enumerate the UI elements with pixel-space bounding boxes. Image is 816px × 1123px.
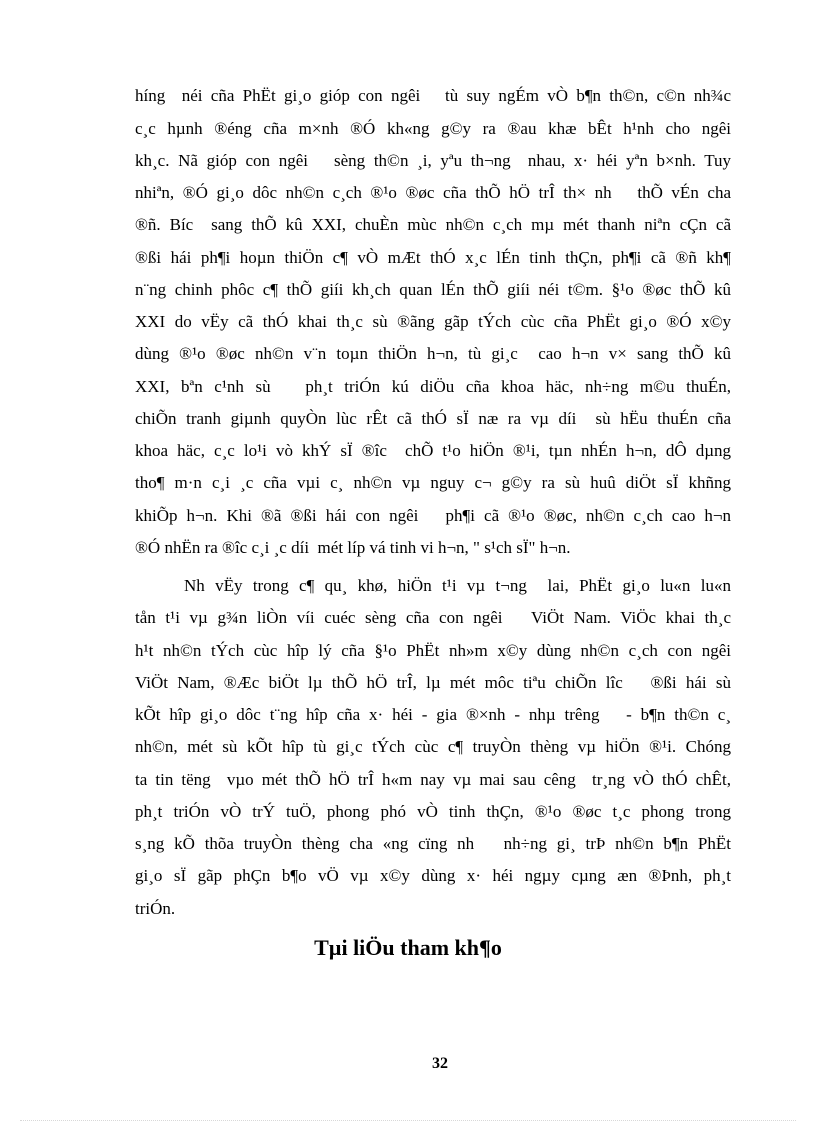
text-line: c¸c hµnh ®éng cña m×nh ®Ó kh«ng g©y ra ®au khæ bÊt h¹nh cho ngêi xyxy=(135,119,731,138)
text-line: ®ßi hái ph¶i hoµn thiÖn c¶ vÒ mÆt thÓ x¸c lÉn tinh thÇn, ph¶i cã ®ñ kh¶ xyxy=(135,248,731,267)
page-bottom-divider xyxy=(20,1120,796,1121)
page-number: 32 xyxy=(432,1055,448,1072)
text-line: nh©n, mét sù kÕt hîp tù gi¸c tÝch cùc c¶ truyÒn thèng vµ hiÖn ®¹i. Chóng xyxy=(135,737,731,756)
text-line: kÕt hîp gi¸o dôc t¨ng hîp cña x· héi - gia ®×nh - nhµ trêng - b¶n th©n c¸ xyxy=(135,705,731,724)
text-line: gi¸o sÏ gãp phÇn b¶o vÖ vµ x©y dùng x· héi ngµy cµng æn ®Þnh, ph¸t xyxy=(135,866,731,885)
text-line: chiÕn tranh giµnh quyÒn lùc rÊt cã thÓ sÏ næ ra vµ díi sù hËu thuÉn cña xyxy=(135,409,731,428)
text-line: h¹t nh©n tÝch cùc hîp lý cña §¹o PhËt nh»m x©y dùng nh©n c¸ch con ngêi xyxy=(135,641,731,660)
text-line: ph¸t triÓn vÒ trÝ tuÖ, phong phó vÒ tinh thÇn, ®¹o ®øc t¸c phong trong xyxy=(135,802,731,821)
text-line: Nh vËy trong c¶ qu¸ khø, hiÖn t¹i vµ t¬ng lai, PhËt gi¸o lu«n lu«n xyxy=(184,576,731,595)
text-line: ta tin tëng vµo mét thÕ hÖ trÎ h«m nay vµ mai sau cêng tr¸ng vÒ thÓ chÊt, xyxy=(135,770,731,789)
text-line: nhiªn, ®Ó gi¸o dôc nh©n c¸ch ®¹o ®øc cña thÕ hÖ trÎ th× nh thÕ vÉn cha xyxy=(135,183,731,202)
text-line: n¨ng chinh phôc c¶ thÕ giíi kh¸ch quan lÉn thÕ giíi néi t©m. §¹o ®øc thÕ kû xyxy=(135,280,731,299)
text-line: dùng ®¹o ®øc nh©n v¨n toµn thiÖn h¬n, tù gi¸c cao h¬n v× sang thÕ kû xyxy=(135,344,731,363)
text-line: ®Ó nhËn ra ®îc c¸i ¸c díi mét líp vá tinh vi h¬n, " s¹ch sÏ" h¬n. xyxy=(135,538,571,557)
section-heading: Tµi liÖu tham kh¶o xyxy=(314,935,502,960)
text-line: khoa häc, c¸c lo¹i vò khÝ sÏ ®îc chÕ t¹o hiÖn ®¹i, tµn nhÉn h¬n, dÔ dµng xyxy=(135,441,731,460)
text-line: kh¸c. Nã gióp con ngêi sèng th©n ¸i, yªu th¬ng nhau, x· héi yªn b×nh. Tuy xyxy=(135,151,731,170)
text-line: ®ñ. Bíc sang thÕ kû XXI, chuÈn mùc nh©n c¸ch mµ mét thanh niªn cÇn cã xyxy=(135,215,731,234)
text-line: tån t¹i vµ g¾n liÒn víi cuéc sèng cña con ngêi ViÖt Nam. ViÖc khai th¸c xyxy=(135,608,731,627)
text-line: XXI, bªn c¹nh sù ph¸t triÓn kú diÖu cña khoa häc, nh÷ng m©u thuÉn, xyxy=(135,377,731,396)
text-line: khiÕp h¬n. Khi ®ã ®ßi hái con ngêi ph¶i cã ®¹o ®øc, nh©n c¸ch cao h¬n xyxy=(135,506,731,525)
text-line: s¸ng kÕ thõa truyÒn thèng cha «ng cïng nh nh÷ng gi¸ trÞ nh©n b¶n PhËt xyxy=(135,834,731,853)
text-line: ViÖt Nam, ®Æc biÖt lµ thÕ hÖ trÎ, lµ mét môc tiªu chiÕn lîc ®ßi hái sù xyxy=(135,673,731,692)
text-line: tho¶ m·n c¸i ¸c cña vµi c¸ nh©n vµ nguy c¬ g©y ra sù huû diÖt sÏ khñng xyxy=(135,473,731,492)
text-line: triÓn. xyxy=(135,899,176,918)
text-line: XXI do vËy cã thÓ khai th¸c sù ®ãng gãp tÝch cùc cña PhËt gi¸o ®Ó x©y xyxy=(135,312,731,331)
text-line: híng néi cña PhËt gi¸o gióp con ngêi tù suy ngÉm vÒ b¶n th©n, c©n nh¾c xyxy=(135,86,731,105)
